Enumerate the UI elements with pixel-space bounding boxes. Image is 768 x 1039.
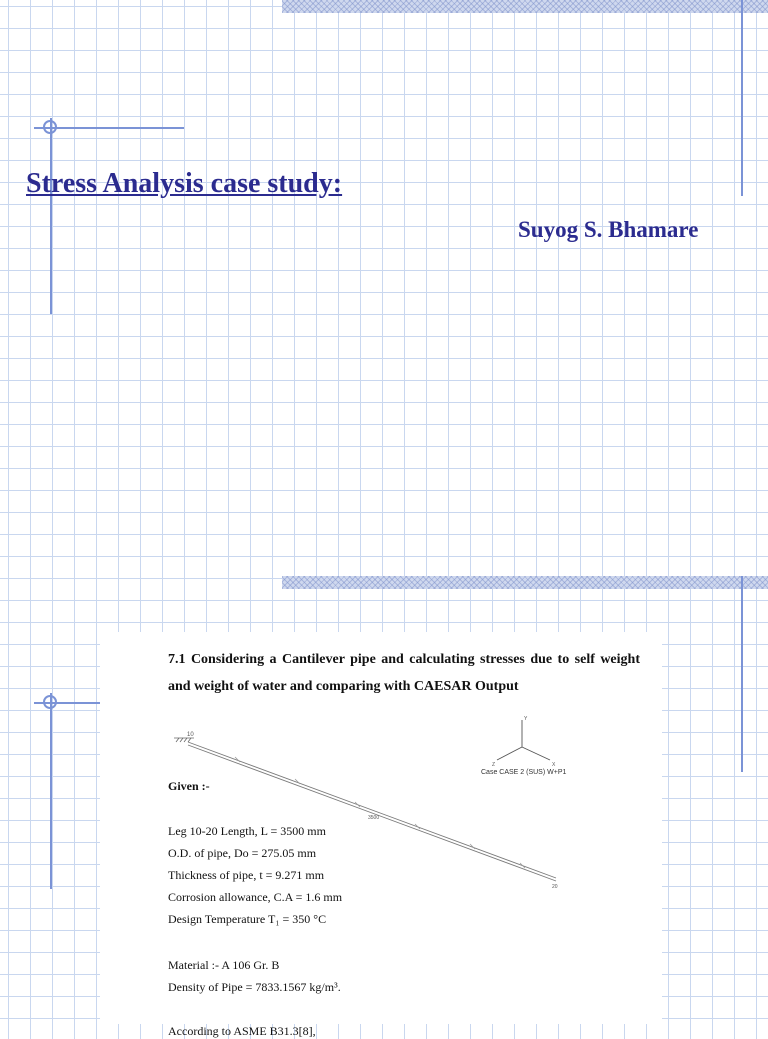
top-decorative-band <box>282 576 768 589</box>
axis-z-label: Z <box>492 762 496 768</box>
right-vertical-rule <box>741 0 743 196</box>
crosshair-vertical-line <box>50 118 52 314</box>
node-start-label: 10 <box>187 732 194 738</box>
load-case-label: Case CASE 2 (SUS) W+P1 <box>481 769 567 776</box>
crosshair-circle-icon <box>43 120 57 134</box>
given-line-length: Leg 10-20 Length, L = 3500 mm <box>168 824 326 838</box>
code-reference-line: According to ASME B31.3[8], <box>168 1024 316 1038</box>
axis-triad-icon <box>497 720 550 760</box>
given-line-od: O.D. of pipe, Do = 275.05 mm <box>168 846 317 860</box>
density-line: Density of Pipe = 7833.1567 kg/m³. <box>168 980 341 994</box>
material-line: Material :- A 106 Gr. B <box>168 958 280 972</box>
slide-2 <box>0 512 768 1038</box>
slide-title: Stress Analysis case study: <box>26 168 343 199</box>
node-end-label: 20 <box>552 884 558 890</box>
given-line-corrosion: Corrosion allowance, C.A = 1.6 mm <box>168 890 343 904</box>
axis-y-label: Y <box>524 716 528 722</box>
given-label: Given :- <box>168 779 210 793</box>
fixed-support-icon <box>174 738 194 742</box>
axis-x-label: X <box>552 762 556 768</box>
section-heading: 7.1 Considering a Cantilever pipe and calculating stresses due to self weight and weight of water and comparing with CAESAR Output <box>168 652 640 694</box>
top-decorative-band <box>282 0 768 13</box>
given-line-temperature: Design Temperature T₁ = 350 °C <box>168 912 327 926</box>
slide-1 <box>0 0 768 512</box>
crosshair-vertical-line <box>50 693 52 889</box>
node-mid-label: 3500 <box>368 815 380 821</box>
author-name: Suyog S. Bhamare <box>518 217 699 242</box>
given-line-thickness: Thickness of pipe, t = 9.271 mm <box>168 868 325 882</box>
right-vertical-rule <box>741 576 743 772</box>
document-page <box>100 632 662 1038</box>
crosshair-circle-icon <box>43 695 57 709</box>
